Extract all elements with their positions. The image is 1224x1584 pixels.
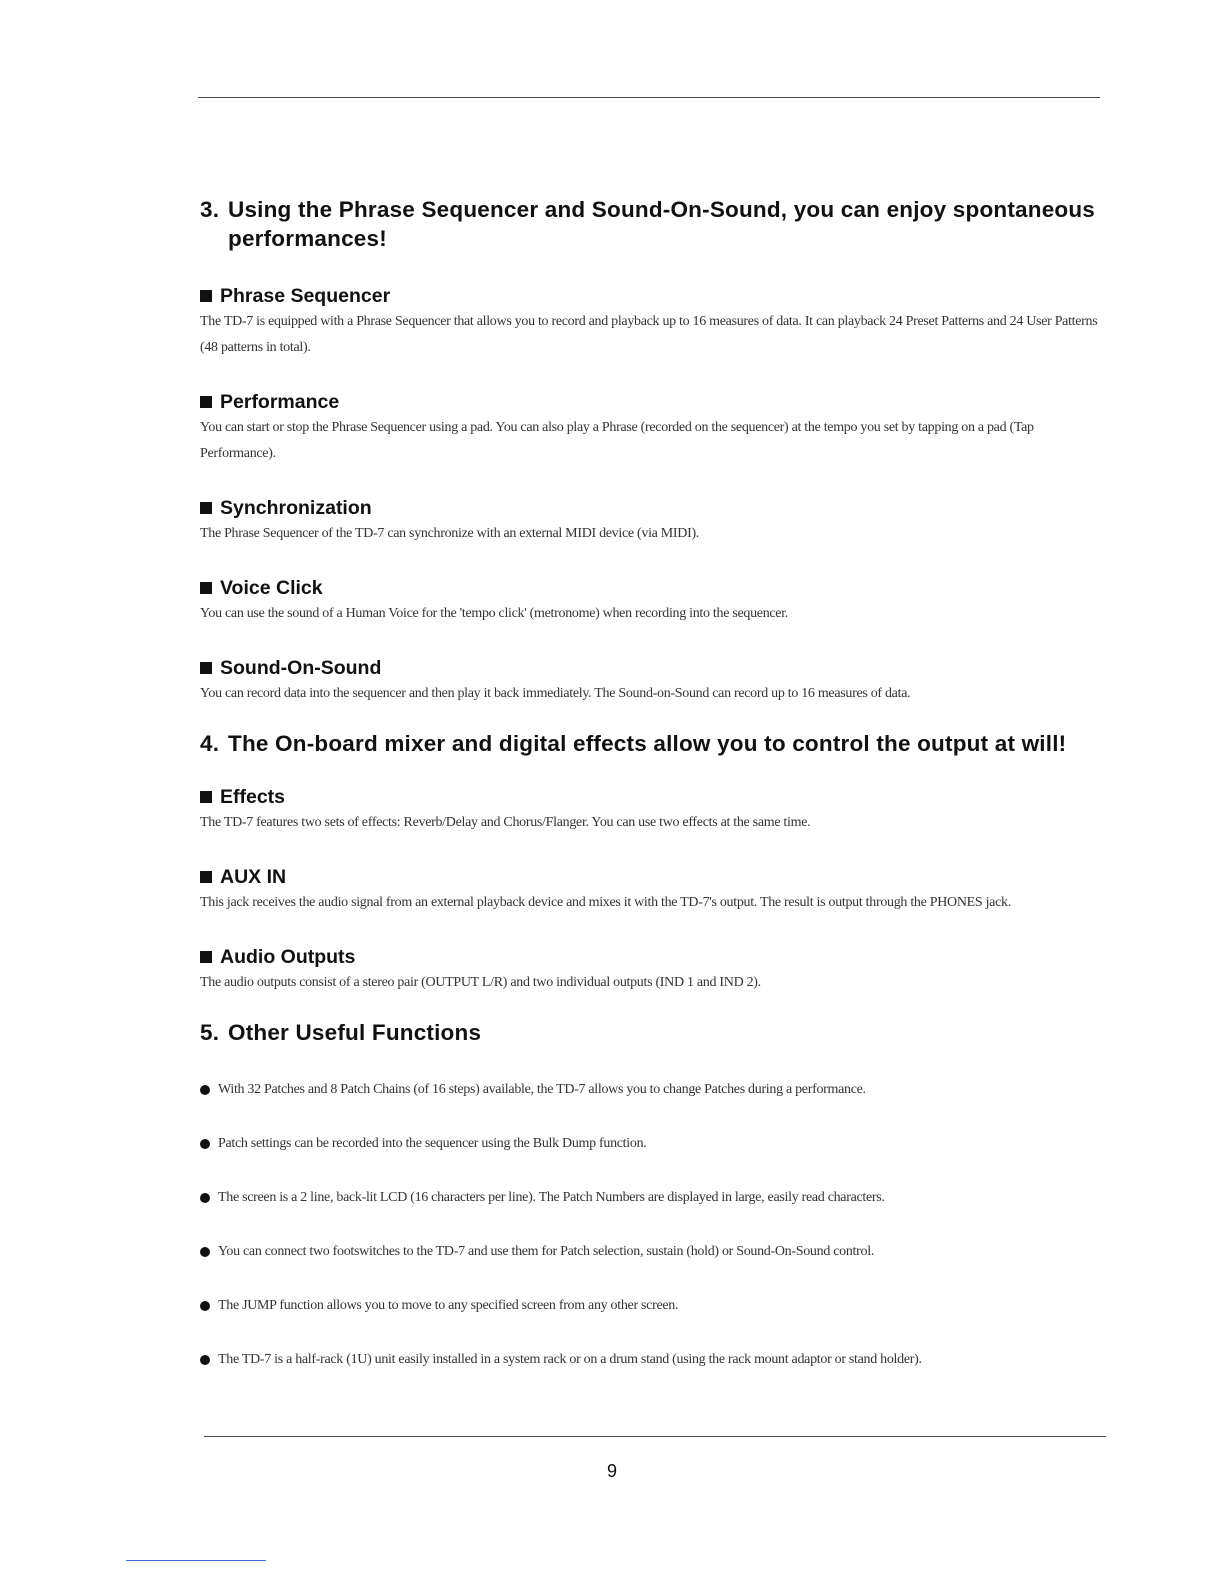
bullet-dot-icon xyxy=(200,1301,210,1311)
square-bullet-icon xyxy=(200,396,212,408)
section-3-number: 3. xyxy=(200,197,220,222)
section-4-title: The On-board mixer and digital effects allow you to control the output at will! xyxy=(228,731,1067,756)
section-5-title: Other Useful Functions xyxy=(228,1020,482,1045)
page-content xyxy=(200,195,1105,1387)
list-item: The TD-7 is a half-rack (1U) unit easily installed in a system rack or on a drum stand (using the rack mount adaptor or stand holder). xyxy=(200,1333,1105,1387)
list-item: The screen is a 2 line, back-lit LCD (16 characters per line). The Patch Numbers are displayed in large, easily read characters. xyxy=(200,1171,1105,1225)
subsection-text: The TD-7 is equipped with a Phrase Sequencer that allows you to record and playback up to 16 measures of data. It can playback 24 Preset Patterns and 24 User Patterns (48 patterns in total). xyxy=(200,314,1098,355)
subsection-text: You can start or stop the Phrase Sequencer using a pad. You can also play a Phrase (recorded on the sequencer) at the tempo you set by tapping on a pad (Tap Performance). xyxy=(200,420,1034,461)
subsection-heading: Sound-On-Sound xyxy=(200,655,1105,681)
subsection-aux-in xyxy=(200,864,1105,916)
bullet-dot-icon xyxy=(200,1247,210,1257)
subsection-heading: AUX IN xyxy=(200,864,1105,890)
page-number: 9 xyxy=(606,1461,617,1481)
subsection-heading: Performance xyxy=(200,389,1105,415)
section-5-number: 5. xyxy=(200,1020,220,1045)
bullet-dot-icon xyxy=(200,1085,210,1095)
square-bullet-icon xyxy=(200,951,212,963)
list-item: With 32 Patches and 8 Patch Chains (of 16 steps) available, the TD-7 allows you to change Patches during a performance. xyxy=(200,1063,1105,1117)
subsection-text: The TD-7 features two sets of effects: Reverb/Delay and Chorus/Flanger. You can use two effects at the same time. xyxy=(200,815,811,830)
subsection-voice-click xyxy=(200,575,1105,627)
square-bullet-icon xyxy=(200,662,212,674)
square-bullet-icon xyxy=(200,502,212,514)
subsection-text: The Phrase Sequencer of the TD-7 can synchronize with an external MIDI device (via MIDI). xyxy=(200,526,700,541)
subsection-phrase-sequencer xyxy=(200,283,1105,361)
subsection-sound-on-sound xyxy=(200,655,1105,707)
bullet-dot-icon xyxy=(200,1139,210,1149)
top-rule xyxy=(198,97,1100,98)
bullet-dot-icon xyxy=(200,1355,210,1365)
section-4-heading xyxy=(200,729,1105,758)
list-item: The JUMP function allows you to move to any specified screen from any other screen. xyxy=(200,1279,1105,1333)
section-3-title: Using the Phrase Sequencer and Sound-On-Sound, you can enjoy spontaneous performances! xyxy=(228,197,1096,251)
footer-stub-line xyxy=(126,1560,266,1561)
subsection-text: You can use the sound of a Human Voice for the 'tempo click' (metronome) when recording into the sequencer. xyxy=(200,606,789,621)
subsection-text: The audio outputs consist of a stereo pair (OUTPUT L/R) and two individual outputs (IND 1 and IND 2). xyxy=(200,975,761,990)
subsection-audio-outputs xyxy=(200,944,1105,996)
subsection-heading: Effects xyxy=(200,784,1105,810)
subsection-heading: Voice Click xyxy=(200,575,1105,601)
subsection-heading: Audio Outputs xyxy=(200,944,1105,970)
square-bullet-icon xyxy=(200,791,212,803)
square-bullet-icon xyxy=(200,582,212,594)
section-5-heading xyxy=(200,1018,1105,1047)
subsection-effects xyxy=(200,784,1105,836)
square-bullet-icon xyxy=(200,290,212,302)
bullet-dot-icon xyxy=(200,1193,210,1203)
subsection-text: This jack receives the audio signal from an external playback device and mixes it with the TD-7's output. The result is output through the PHONES jack. xyxy=(200,895,1011,910)
functions-list xyxy=(200,1063,1105,1387)
section-4-number: 4. xyxy=(200,731,220,756)
section-3-heading xyxy=(200,195,1105,253)
square-bullet-icon xyxy=(200,871,212,883)
bottom-rule xyxy=(204,1436,1106,1437)
subsection-heading: Synchronization xyxy=(200,495,1105,521)
subsection-heading: Phrase Sequencer xyxy=(200,283,1105,309)
list-item: You can connect two footswitches to the TD-7 and use them for Patch selection, sustain (hold) or Sound-On-Sound control. xyxy=(200,1225,1105,1279)
subsection-text: You can record data into the sequencer and then play it back immediately. The Sound-on-Sound can record up to 16 measures of data. xyxy=(200,686,911,701)
subsection-performance xyxy=(200,389,1105,467)
list-item: Patch settings can be recorded into the sequencer using the Bulk Dump function. xyxy=(200,1117,1105,1171)
subsection-synchronization xyxy=(200,495,1105,547)
